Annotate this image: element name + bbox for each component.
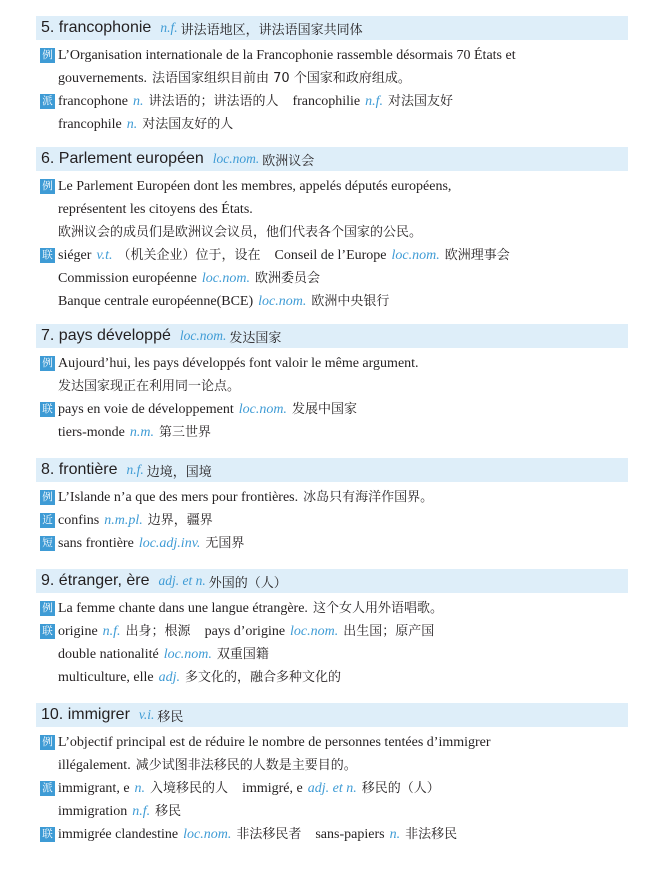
entry	[36, 569, 628, 690]
entry-line	[36, 667, 628, 690]
pos-label: loc.nom.	[290, 624, 339, 639]
headword: 5. francophonie	[41, 19, 152, 36]
chinese-text: 非法移民	[405, 827, 458, 842]
entry-line	[36, 399, 628, 422]
pos-label: n.	[389, 827, 401, 842]
french-text: pays en voie de développement	[58, 402, 234, 417]
chinese-text: 对法国友好的人	[142, 117, 234, 132]
french-text: francophile	[58, 117, 122, 132]
french-text: pays d’origine	[204, 624, 286, 639]
section-badge: 派	[40, 94, 55, 109]
section-badge: 例	[40, 601, 55, 616]
chinese-text: 移民	[155, 804, 182, 819]
entry-line	[36, 353, 628, 376]
pos-label: loc.nom.	[183, 827, 232, 842]
headword: 6. Parlement européen	[41, 150, 204, 167]
pos-label: n.f.	[102, 624, 121, 639]
entry-line	[36, 778, 628, 801]
pos-label: n.	[126, 117, 138, 132]
section-badge: 短	[40, 536, 55, 551]
entry-header	[36, 324, 628, 348]
chinese-text: 发达国家现正在利用同一论点。	[58, 379, 241, 394]
section-badge: 联	[40, 248, 55, 263]
section-badge: 例	[40, 356, 55, 371]
entry-line	[36, 510, 628, 533]
entry-line	[36, 755, 628, 778]
entry-line	[36, 222, 628, 245]
entry-line	[36, 533, 628, 556]
chinese-text: 入境移民的人	[150, 781, 229, 796]
french-text: L’objectif principal est de réduire le nombre de personnes tentées d’immigrer	[58, 735, 491, 750]
entry-line	[36, 824, 628, 847]
section-badge: 派	[40, 781, 55, 796]
headword: 9. étranger, ère	[41, 572, 150, 589]
french-text: L’Islande n’a que des mers pour frontières.	[58, 490, 299, 505]
headword: 8. frontière	[41, 461, 118, 478]
chinese-text: 法语国家组织目前由 70 个国家和政府组成。	[152, 71, 411, 86]
chinese-text: 减少试图非法移民的人数是主要目的。	[135, 758, 357, 773]
french-text: immigrée clandestine	[58, 827, 179, 842]
pos-label: loc.nom.	[163, 647, 212, 662]
chinese-text: 欧洲中央银行	[311, 294, 390, 309]
headword-gloss: 边境，国境	[146, 464, 212, 480]
entry-line	[36, 176, 628, 199]
french-text: immigré, e	[242, 781, 303, 796]
entry-line	[36, 68, 628, 91]
chinese-text: 出生国；原产国	[343, 624, 435, 639]
entry-header	[36, 147, 628, 171]
french-text: gouvernements.	[58, 71, 148, 86]
entry	[36, 458, 628, 556]
chinese-text: 第三世界	[159, 425, 212, 440]
entry-line	[36, 644, 628, 667]
chinese-text: 讲法语的；讲法语的人	[148, 94, 279, 109]
chinese-text: 无国界	[205, 536, 245, 551]
entry	[36, 16, 628, 137]
headword-gloss: 移民	[157, 709, 184, 725]
entry	[36, 147, 628, 314]
headword-pos: n.f.	[126, 462, 144, 477]
pos-label: n.	[132, 94, 144, 109]
french-text: immigration	[58, 804, 128, 819]
pos-label: loc.nom.	[258, 294, 307, 309]
chinese-text: 双重国籍	[216, 647, 269, 662]
entry-header	[36, 703, 628, 727]
french-text: Conseil de l’Europe	[274, 248, 387, 263]
chinese-text: 冰岛只有海洋作国界。	[303, 490, 434, 505]
headword-gloss: 外国的（人）	[208, 575, 287, 591]
headword: 7. pays développé	[41, 327, 171, 344]
entry-header	[36, 16, 628, 40]
chinese-text: 欧洲议会的成员们是欧洲议会议员，他们代表各个国家的公民。	[58, 225, 423, 240]
headword-gloss: 发达国家	[229, 330, 282, 346]
pos-label: n.	[134, 781, 146, 796]
entry-line	[36, 732, 628, 755]
entry-line	[36, 114, 628, 137]
pos-label: adj.	[158, 670, 181, 685]
chinese-text: 多文化的，融合多种文化的	[185, 670, 342, 685]
section-badge: 例	[40, 490, 55, 505]
section-badge: 近	[40, 513, 55, 528]
pos-label: loc.nom.	[391, 248, 440, 263]
entry-line	[36, 801, 628, 824]
chinese-text: 发展中国家	[291, 402, 357, 417]
section-badge: 联	[40, 827, 55, 842]
chinese-text: 非法移民者	[236, 827, 302, 842]
entry-line	[36, 621, 628, 644]
chinese-text: 这个女人用外语唱歌。	[312, 601, 443, 616]
section-badge: 联	[40, 624, 55, 639]
pos-label: n.m.pl.	[104, 513, 143, 528]
entry-line	[36, 268, 628, 291]
french-text: illégalement.	[58, 758, 131, 773]
entry-line	[36, 598, 628, 621]
french-text: Le Parlement Européen dont les membres, appelés députés européens,	[58, 179, 452, 194]
french-text: sans-papiers	[315, 827, 385, 842]
entry-line	[36, 245, 628, 268]
pos-label: loc.adj.inv.	[138, 536, 201, 551]
entry-line	[36, 199, 628, 222]
pos-label: v.t.	[96, 248, 113, 263]
headword: 10. immigrer	[41, 706, 130, 723]
section-badge: 例	[40, 735, 55, 750]
section-badge: 例	[40, 48, 55, 63]
french-text: tiers-monde	[58, 425, 125, 440]
entry-line	[36, 422, 628, 445]
french-text: francophilie	[292, 94, 361, 109]
headword-gloss: 欧洲议会	[262, 153, 315, 169]
chinese-text: （机关企业）位于，设在	[117, 248, 261, 263]
section-badge: 例	[40, 179, 55, 194]
entry-header	[36, 458, 628, 482]
headword-pos: loc.nom.	[179, 328, 227, 343]
headword-pos: v.i.	[138, 707, 155, 722]
french-text: confins	[58, 513, 100, 528]
french-text: siéger	[58, 248, 92, 263]
entry	[36, 703, 628, 847]
french-text: multiculture, elle	[58, 670, 154, 685]
headword-pos: n.f.	[160, 20, 178, 35]
chinese-text: 出身；根源	[125, 624, 191, 639]
chinese-text: 对法国友好	[388, 94, 454, 109]
entry	[36, 324, 628, 445]
french-text: Commission européenne	[58, 271, 197, 286]
french-text: Aujourd’hui, les pays développés font valoir le même argument.	[58, 356, 419, 371]
french-text: francophone	[58, 94, 128, 109]
headword-pos: loc.nom.	[212, 151, 260, 166]
french-text: L’Organisation internationale de la Francophonie rassemble désormais 70 États et	[58, 48, 516, 63]
chinese-text: 欧洲理事会	[444, 248, 510, 263]
entry-line	[36, 45, 628, 68]
pos-label: n.f.	[132, 804, 151, 819]
french-text: représentent les citoyens des États.	[58, 202, 253, 217]
french-text: origine	[58, 624, 98, 639]
entry-header	[36, 569, 628, 593]
chinese-text: 欧洲委员会	[255, 271, 321, 286]
french-text: sans frontière	[58, 536, 134, 551]
french-text: La femme chante dans une langue étrangère.	[58, 601, 308, 616]
chinese-text: 移民的（人）	[361, 781, 440, 796]
headword-pos: adj. et n.	[158, 573, 206, 588]
pos-label: loc.nom.	[201, 271, 251, 286]
entry-line	[36, 376, 628, 399]
french-text: double nationalité	[58, 647, 159, 662]
entry-line	[36, 91, 628, 114]
entry-line	[36, 291, 628, 314]
french-text: Banque centrale européenne(BCE)	[58, 294, 254, 309]
french-text: immigrant, e	[58, 781, 130, 796]
pos-label: adj. et n.	[307, 781, 357, 796]
headword-gloss: 讲法语地区，讲法语国家共同体	[180, 22, 363, 38]
section-badge: 联	[40, 402, 55, 417]
pos-label: n.f.	[365, 94, 384, 109]
pos-label: n.m.	[129, 425, 154, 440]
pos-label: loc.nom.	[238, 402, 287, 417]
chinese-text: 边界，疆界	[147, 513, 213, 528]
entry-line	[36, 487, 628, 510]
